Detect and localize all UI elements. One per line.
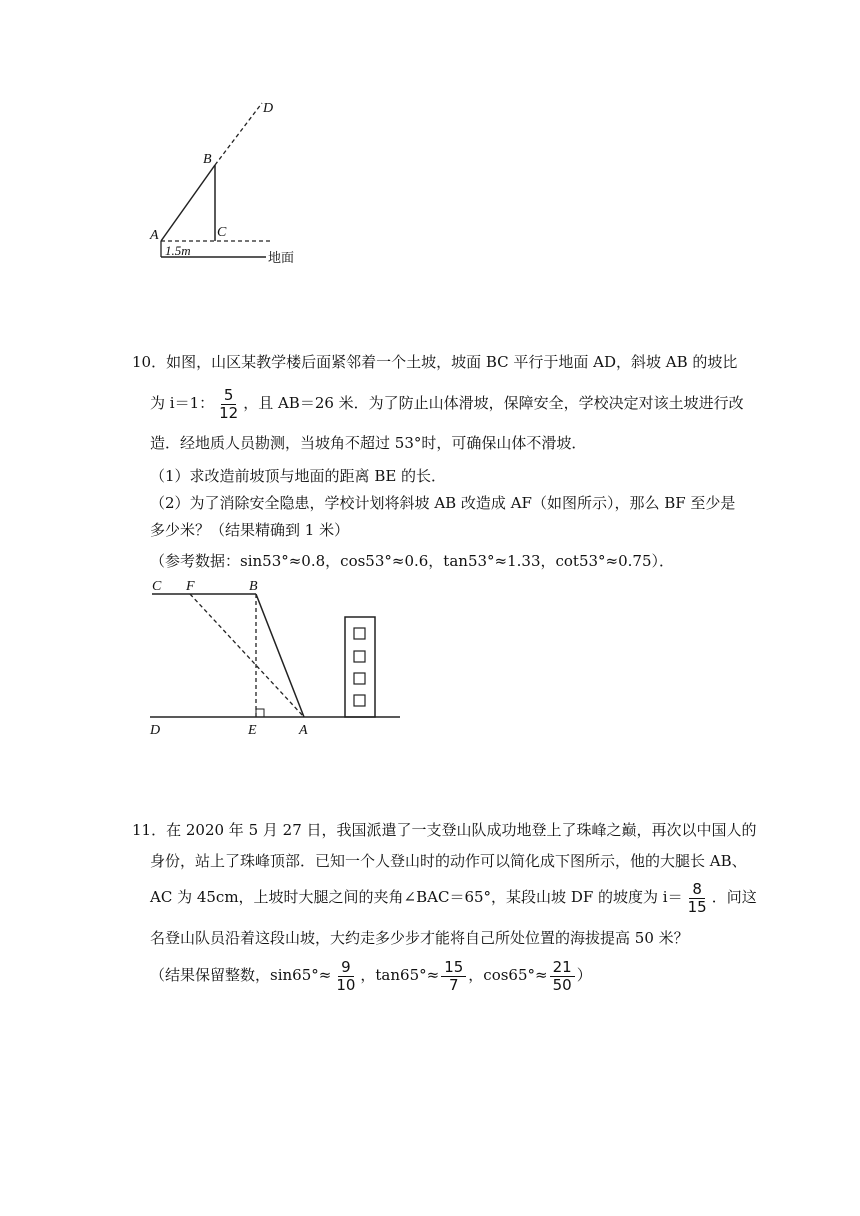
text: AC 为 45cm，上坡时大腿之间的夹角∠BAC＝65°，某段山坡 DF 的坡度为 i＝ <box>150 888 683 906</box>
problem-11-line1 <box>132 813 757 847</box>
problem-10-line4: （1）求改造前坡顶与地面的距离 BE 的长． <box>150 467 447 485</box>
problem-11-line3 <box>150 880 757 916</box>
fraction-numerator: 21 <box>550 959 575 977</box>
problem-10-line5: （2）为了消除安全隐患，学校计划将斜坡 AB 改造成 AF（如图所示），那么 BF 至少是 <box>150 494 736 512</box>
fraction-sin65 <box>333 959 358 994</box>
text: ） <box>576 966 592 984</box>
label-b: B <box>203 152 212 167</box>
text: ，tan65°≈ <box>360 966 440 984</box>
problem-10-line6: 多少米？（结果精确到 1 米） <box>150 521 350 539</box>
label-a: A <box>299 723 308 738</box>
problem-number: 10． <box>132 353 167 371</box>
label-b: B <box>249 579 258 594</box>
problem-10-line3: 造．经地质人员勘测，当坡角不超过 53°时，可确保山体不滑坡． <box>150 434 587 452</box>
problem-number: 11． <box>132 821 167 839</box>
text: ．问这 <box>711 888 757 906</box>
problem-10-line7: （参考数据：sin53°≈0.8，cos53°≈0.6，tan53°≈1.33，cot53°≈0.75）． <box>150 552 675 570</box>
problem-11-line4: 名登山队员沿着这段山坡，大约走多少步才能将自己所处位置的海拔提高 50 米？ <box>150 929 689 947</box>
label-d: D <box>263 101 274 116</box>
text: （结果保留整数，sin65°≈ <box>150 966 332 984</box>
fraction-numerator: 8 <box>689 881 705 899</box>
problem-11-line2: 身份，站上了珠峰顶部．已知一个人登山时的动作可以简化成下图所示，他的大腿长 AB、 <box>150 852 747 870</box>
text: 在 2020 年 5 月 27 日，我国派遣了一支登山队成功地登上了珠峰之巅，再次以中国人的 <box>166 821 757 839</box>
text: ，cos65°≈ <box>468 966 548 984</box>
label-e: E <box>248 723 257 738</box>
fraction-denominator: 15 <box>687 897 707 916</box>
fraction-denominator: 10 <box>336 975 356 994</box>
fraction-tan65 <box>441 959 466 994</box>
fraction-denominator: 12 <box>219 403 239 422</box>
fraction-cos65 <box>550 959 575 994</box>
fraction-denominator: 50 <box>552 975 572 994</box>
text: 为 i＝1： <box>150 394 215 412</box>
label-c: C <box>217 225 227 240</box>
fraction-denominator: 7 <box>448 975 459 994</box>
fraction-numerator: 5 <box>221 387 237 405</box>
text: ，且 AB＝26 米．为了防止山体滑坡，保障安全，学校决定对该土坡进行改 <box>243 394 744 412</box>
fraction-slope-gradient <box>685 881 710 916</box>
problem-11-line5 <box>150 958 592 994</box>
fraction-numerator: 9 <box>338 959 354 977</box>
label-ground: 地面 <box>268 251 295 266</box>
label-c: C <box>152 579 162 594</box>
label-d: D <box>150 723 161 738</box>
label-a: A <box>150 228 159 243</box>
label-measure: 1.5m <box>165 243 191 258</box>
label-f: F <box>186 579 195 594</box>
fraction-numerator: 15 <box>441 959 466 977</box>
text: 如图，山区某教学楼后面紧邻着一个土坡，坡面 BC 平行于地面 AD，斜坡 AB 的坡比 <box>166 353 738 371</box>
